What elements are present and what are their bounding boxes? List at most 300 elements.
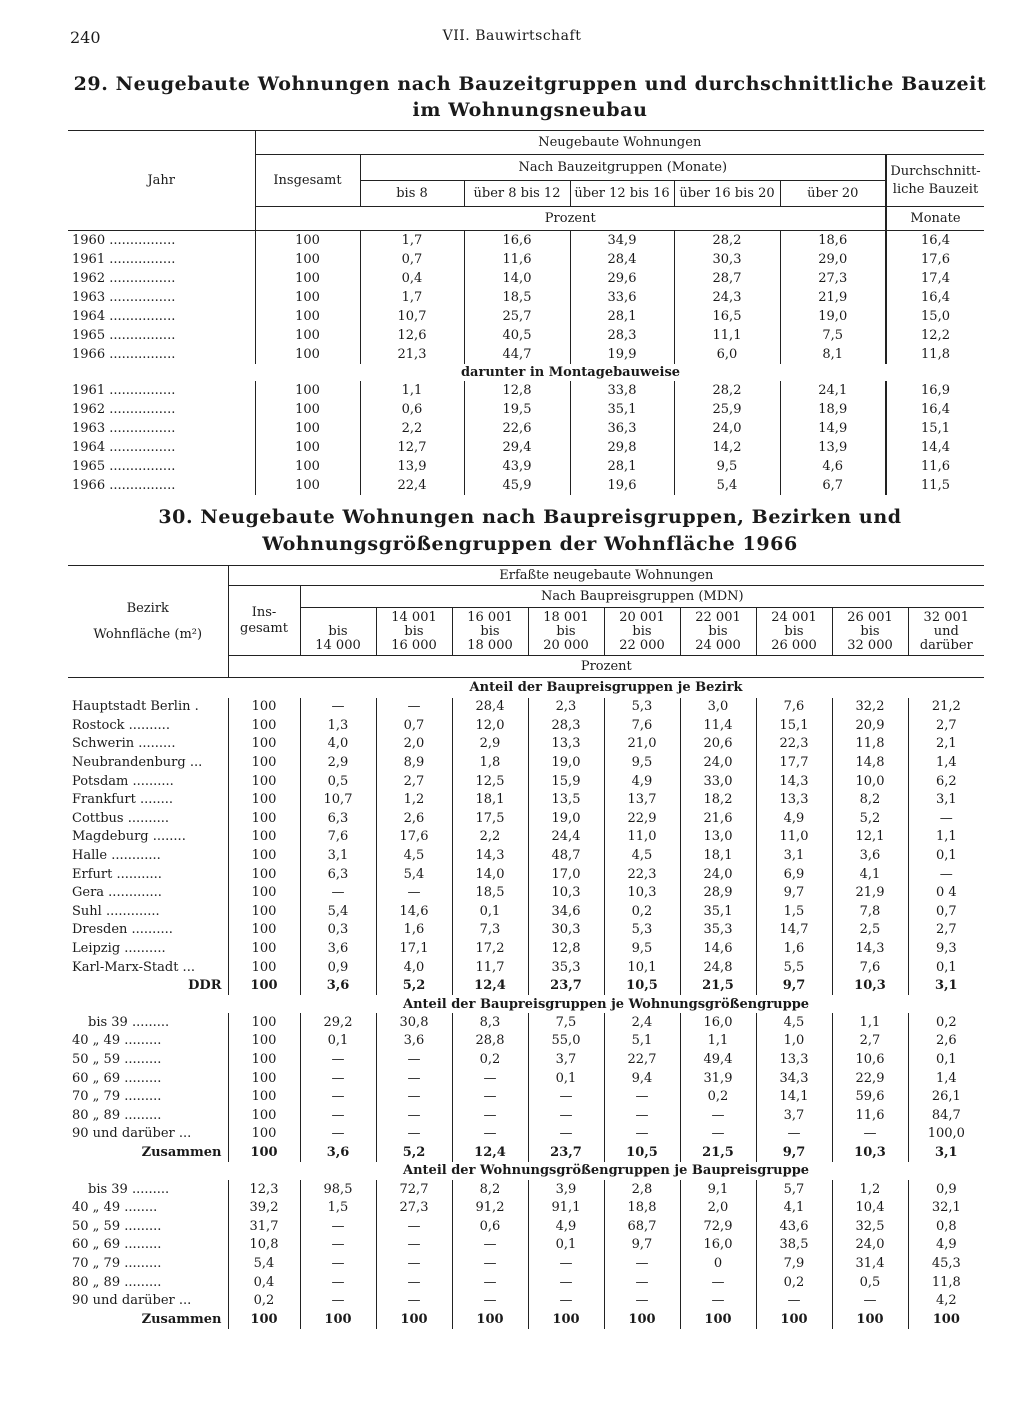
table-cell: 21,2	[931, 699, 961, 715]
table-cell: 36,3	[570, 419, 674, 438]
table-cell: 4,0	[300, 735, 376, 754]
table-cell: 34,6	[528, 902, 604, 921]
table-cell: 20,9	[832, 716, 908, 735]
table-cell: 2,0	[376, 735, 452, 754]
table-cell: 22,9	[604, 809, 680, 828]
table-cell: 12,3	[228, 1180, 300, 1199]
table-cell: 9,5	[604, 939, 680, 958]
table-cell: 34,3	[756, 1069, 832, 1088]
table-cell: 14,6	[680, 939, 756, 958]
table-cell: 19,0	[528, 753, 604, 772]
table-cell: 10,3	[832, 976, 908, 995]
table-cell: 21,9	[780, 288, 886, 307]
table-cell: 31,9	[680, 1069, 756, 1088]
table-cell: —	[300, 698, 376, 717]
table-row	[68, 231, 984, 250]
table-cell: 2,7	[376, 772, 452, 791]
t30-head-col	[604, 608, 680, 656]
table-cell: 100	[228, 716, 300, 735]
table-cell: 100	[255, 269, 360, 288]
table-cell: 100	[228, 1087, 300, 1106]
t30-head-col-line: 14 000	[315, 637, 361, 653]
table-cell: 29,0	[780, 250, 886, 269]
table-cell: 6,0	[674, 345, 780, 364]
t30-head-col-line: 32 000	[847, 637, 893, 653]
table-cell: 21,6	[680, 809, 756, 828]
table29-title-line2: im Wohnungsneubau	[412, 99, 648, 121]
table-cell: 0,3	[300, 921, 376, 940]
table-cell: 0,1	[300, 1032, 376, 1051]
table-cell: 12,2	[921, 327, 950, 343]
table-row	[68, 1125, 984, 1144]
table-cell: 28,4	[452, 698, 528, 717]
table-cell: 0	[680, 1254, 756, 1273]
table-cell: 1,5	[300, 1198, 376, 1217]
table-cell: 9,3	[935, 941, 957, 957]
table-row	[68, 288, 984, 307]
table-cell: 29,8	[570, 438, 674, 457]
table-cell: —	[452, 1106, 528, 1125]
table-row	[68, 476, 984, 495]
table-cell: 100	[228, 1069, 300, 1088]
table-cell: 100	[228, 1013, 300, 1032]
table-cell: 100	[228, 1106, 300, 1125]
t30-head-col-line: 32 001	[923, 609, 970, 625]
table-cell: 10,5	[604, 1143, 680, 1162]
table-cell: 100	[255, 288, 360, 307]
table-cell: 2,4	[604, 1013, 680, 1032]
row-label: 1964 ................	[68, 438, 255, 457]
table-cell: 10,3	[832, 1143, 908, 1162]
table-cell: —	[376, 1106, 452, 1125]
table-row	[68, 1050, 984, 1069]
table-row	[68, 457, 984, 476]
table-cell: 2,1	[935, 736, 957, 752]
table-cell: —	[300, 1236, 376, 1255]
table-cell: 0,5	[300, 772, 376, 791]
table-cell: 11,8	[832, 735, 908, 754]
row-label: 40 „ 49 ........	[68, 1198, 228, 1217]
table-cell: 1,6	[376, 921, 452, 940]
table-cell: —	[300, 1125, 376, 1144]
table-cell: 100	[604, 1310, 680, 1329]
table-cell: 100	[255, 231, 360, 250]
table-cell: 22,3	[604, 865, 680, 884]
table-cell: 7,5	[528, 1013, 604, 1032]
table-row	[68, 1106, 984, 1125]
t29-head-neugebaute: Neugebaute Wohnungen	[255, 131, 984, 155]
table-cell: 48,7	[528, 846, 604, 865]
table-cell: 5,2	[832, 809, 908, 828]
row-label: 1961 ................	[68, 381, 255, 400]
table-cell: 14,3	[756, 772, 832, 791]
table-cell: —	[528, 1106, 604, 1125]
table-cell: 32,1	[931, 1200, 961, 1216]
table-row	[68, 400, 984, 419]
row-label: Rostock ..........	[68, 716, 228, 735]
t30-head-nach-baupreis: Nach Baupreisgruppen (MDN)	[300, 586, 984, 608]
table-cell: 4,9	[935, 1237, 957, 1253]
table-cell: 0,1	[935, 959, 957, 975]
table-row	[68, 883, 984, 902]
table-cell: 15,1	[921, 420, 950, 436]
table-cell: 100	[228, 753, 300, 772]
table-cell: 3,6	[300, 939, 376, 958]
t29-head-col: über 8 bis 12	[464, 181, 570, 207]
t30-head-bezirk: Bezirk	[126, 600, 169, 616]
table-cell: 0,1	[452, 902, 528, 921]
row-label: 1962 ................	[68, 269, 255, 288]
t29-head-col: über 16 bis 20	[674, 181, 780, 207]
table-cell: 16,0	[680, 1013, 756, 1032]
table-cell: 100	[228, 1310, 300, 1329]
row-label: 50 „ 59 .........	[68, 1050, 228, 1069]
table-cell: 11,8	[931, 1274, 961, 1290]
table-cell: 30,3	[528, 921, 604, 940]
table-cell: 17,5	[452, 809, 528, 828]
t30-head-col-line: 24 001	[771, 609, 817, 625]
table-row	[68, 716, 984, 735]
table-cell: 10,1	[604, 958, 680, 977]
table-cell: 5,3	[604, 921, 680, 940]
table-cell: 35,1	[570, 400, 674, 419]
table-cell: 2,5	[832, 921, 908, 940]
table-cell: 22,7	[604, 1050, 680, 1069]
table-cell: 0,7	[935, 903, 957, 919]
table-cell: 11,5	[921, 477, 950, 493]
table-row	[68, 1217, 984, 1236]
table-cell: —	[452, 1291, 528, 1310]
table-cell: 0,7	[376, 716, 452, 735]
table-cell: 8,3	[452, 1013, 528, 1032]
table-cell: 28,3	[570, 326, 674, 345]
section-title: Anteil der Baupreisgruppen je Wohnungsgrößengruppe	[403, 996, 810, 1012]
table-cell: 100	[228, 1032, 300, 1051]
table-cell: 8,2	[832, 790, 908, 809]
table-cell: 2,6	[376, 809, 452, 828]
table-cell: —	[604, 1273, 680, 1292]
table-cell: 10,3	[528, 883, 604, 902]
t30-head-col	[832, 608, 908, 656]
table-cell: 6,7	[780, 476, 886, 495]
t29-section-montage: darunter in Montagebauweise	[460, 364, 681, 380]
table-cell: 2,2	[452, 828, 528, 847]
table-cell: 91,1	[528, 1198, 604, 1217]
table-cell: 2,0	[680, 1198, 756, 1217]
table-cell: 15,9	[528, 772, 604, 791]
table-cell: 100	[452, 1310, 528, 1329]
table-cell: 100	[255, 438, 360, 457]
table-cell: 26,1	[931, 1089, 961, 1105]
table-cell: 21,9	[832, 883, 908, 902]
table-cell: 9,7	[756, 1143, 832, 1162]
table-cell: 44,7	[464, 345, 570, 364]
t30-head-col	[756, 608, 832, 656]
table-row	[68, 1254, 984, 1273]
table-cell: 31,7	[228, 1217, 300, 1236]
table-cell: 31,4	[832, 1254, 908, 1273]
table-cell: 100	[228, 828, 300, 847]
table-cell: —	[680, 1291, 756, 1310]
t30-head-col	[680, 608, 756, 656]
table-cell: 21,5	[680, 1143, 756, 1162]
table-cell: 100	[228, 790, 300, 809]
table-cell: 100	[255, 419, 360, 438]
table-cell: 0,9	[300, 958, 376, 977]
table-cell: 7,9	[756, 1254, 832, 1273]
table-cell: 24,4	[528, 828, 604, 847]
table-cell: 25,7	[464, 307, 570, 326]
table-cell: 0,6	[360, 400, 464, 419]
t30-head-ins1: Ins-	[251, 604, 277, 620]
table-cell: —	[528, 1254, 604, 1273]
table-cell: 3,1	[934, 978, 958, 994]
t30-head-col-line: 18 001	[543, 609, 589, 625]
row-label: 50 „ 59 .........	[68, 1217, 228, 1236]
table-cell: 100	[756, 1310, 832, 1329]
table-cell: 35,3	[680, 921, 756, 940]
table-cell: 23,7	[528, 976, 604, 995]
table-cell: 100	[228, 735, 300, 754]
table-cell: 19,5	[464, 400, 570, 419]
table-cell: 13,0	[680, 828, 756, 847]
row-label: 1966 ................	[68, 476, 255, 495]
table-cell: 100	[228, 698, 300, 717]
table-cell: 9,7	[604, 1236, 680, 1255]
table-cell: 32,5	[832, 1217, 908, 1236]
t30-head-col-line: bis	[480, 623, 500, 639]
table-cell: 12,8	[528, 939, 604, 958]
t30-head-col-line: 22 000	[619, 637, 665, 653]
table-cell: —	[376, 1087, 452, 1106]
row-label: 1962 ................	[68, 400, 255, 419]
table-cell: 27,3	[780, 269, 886, 288]
table-cell: 100	[228, 958, 300, 977]
table-cell: —	[680, 1125, 756, 1144]
t29-head-prozent: Prozent	[255, 207, 886, 231]
row-label: 1961 ................	[68, 250, 255, 269]
table-row	[68, 1032, 984, 1051]
table-cell: 5,2	[376, 976, 452, 995]
t30-head-insgesamt	[228, 586, 300, 656]
table-cell: 18,6	[780, 231, 886, 250]
table-cell: 45,9	[464, 476, 570, 495]
table-cell: —	[452, 1069, 528, 1088]
table-cell: 5,4	[376, 865, 452, 884]
t30-head-col-line: 14 001	[391, 609, 437, 625]
t30-head-col-line: 22 001	[695, 609, 741, 625]
table-cell: 100	[255, 345, 360, 364]
t30-head-prozent: Prozent	[580, 658, 632, 674]
table-cell: 10,6	[832, 1050, 908, 1069]
table-cell: 100	[255, 326, 360, 345]
table-row	[68, 419, 984, 438]
table-cell: 11,0	[604, 828, 680, 847]
table-cell: 22,3	[756, 735, 832, 754]
table-cell: 24,0	[680, 865, 756, 884]
table-cell: 72,7	[376, 1180, 452, 1199]
table-cell: 28,2	[674, 231, 780, 250]
table-cell: 2,9	[300, 753, 376, 772]
row-label: 70 „ 79 .........	[68, 1254, 228, 1273]
table-cell: 43,9	[464, 457, 570, 476]
table-cell: 84,7	[931, 1107, 961, 1123]
t30-head-col-line: darüber	[919, 637, 973, 653]
table-cell: 4,5	[756, 1013, 832, 1032]
table-cell: 5,7	[756, 1180, 832, 1199]
row-label: 80 „ 89 .........	[68, 1273, 228, 1292]
table-cell: 2,2	[360, 419, 464, 438]
table-cell: 10,0	[832, 772, 908, 791]
table-cell: 18,1	[680, 846, 756, 865]
table-cell: 0,2	[756, 1273, 832, 1292]
table-cell: —	[832, 1291, 908, 1310]
table-cell: 29,4	[464, 438, 570, 457]
table-row	[68, 790, 984, 809]
table-cell: 1,8	[452, 753, 528, 772]
row-label: Frankfurt ........	[68, 790, 228, 809]
table-cell: 55,0	[528, 1032, 604, 1051]
table-cell: —	[939, 810, 953, 826]
table-row	[68, 1087, 984, 1106]
table-cell: 100	[228, 976, 300, 995]
table-cell: 68,7	[604, 1217, 680, 1236]
table-cell: 15,0	[921, 308, 950, 324]
section-title: Anteil der Wohnungsgrößengruppen je Baupreisgruppe	[403, 1163, 810, 1179]
table-cell: 14,0	[464, 269, 570, 288]
table-cell: 5,3	[604, 698, 680, 717]
table-cell: 14,2	[674, 438, 780, 457]
table-cell: 0,8	[935, 1218, 957, 1234]
table-cell: —	[376, 1069, 452, 1088]
table-cell: 16,4	[921, 401, 950, 417]
table-cell: 1,1	[680, 1032, 756, 1051]
table-cell: —	[452, 1273, 528, 1292]
table-cell: 5,4	[300, 902, 376, 921]
table-cell: 100	[228, 921, 300, 940]
table-row	[68, 1236, 984, 1255]
table-cell: 13,3	[528, 735, 604, 754]
table-cell: 0,1	[935, 1051, 957, 1067]
table-cell: 3,0	[680, 698, 756, 717]
table-cell: 14,7	[756, 921, 832, 940]
t30-head-col	[376, 608, 452, 656]
table-cell: 24,8	[680, 958, 756, 977]
table30-title-line1: 30. Neugebaute Wohnungen nach Baupreisgruppen, Bezirken und	[158, 506, 902, 528]
table-cell: 14,4	[921, 439, 950, 455]
table-cell: 9,1	[680, 1180, 756, 1199]
table-cell: 1,1	[360, 381, 464, 400]
t30-head-col-line: 26 000	[771, 637, 817, 653]
table-cell: —	[452, 1236, 528, 1255]
table-cell: 100	[228, 809, 300, 828]
table-cell: 1,4	[935, 1070, 957, 1086]
row-label: Neubrandenburg ...	[68, 753, 228, 772]
table-cell: —	[300, 1254, 376, 1273]
table-cell: —	[376, 698, 452, 717]
table-cell: —	[528, 1087, 604, 1106]
table-cell: 6,3	[300, 865, 376, 884]
table-cell: 11,7	[452, 958, 528, 977]
t29-head-monate: Monate	[910, 210, 961, 226]
table-cell: 3,6	[300, 976, 376, 995]
row-label: 1963 ................	[68, 288, 255, 307]
table-cell: 2,9	[452, 735, 528, 754]
table-cell: 7,6	[832, 958, 908, 977]
total-row	[68, 1310, 984, 1329]
table-cell: 21,3	[360, 345, 464, 364]
table-cell: 33,0	[680, 772, 756, 791]
table-cell: 14,6	[376, 902, 452, 921]
table-row	[68, 269, 984, 288]
total-row	[68, 1143, 984, 1162]
row-label: bis 39 .........	[68, 1013, 228, 1032]
table-cell: 32,2	[832, 698, 908, 717]
t30-head-col-line: bis	[328, 623, 348, 639]
table-cell: 8,9	[376, 753, 452, 772]
table-cell: 19,9	[570, 345, 674, 364]
table-cell: —	[300, 1291, 376, 1310]
table-cell: 13,3	[756, 1050, 832, 1069]
row-label: Karl-Marx-Stadt ...	[68, 958, 228, 977]
t30-head-col-line: und	[933, 623, 959, 639]
table-cell: 34,9	[570, 231, 674, 250]
table-cell: 11,0	[756, 828, 832, 847]
table-cell: 17,6	[921, 251, 950, 267]
table-cell: 100	[228, 865, 300, 884]
table-cell: 16,4	[921, 232, 950, 248]
row-label: 70 „ 79 .........	[68, 1087, 228, 1106]
table-cell: 11,1	[674, 326, 780, 345]
section-title: Anteil der Baupreisgruppen je Bezirk	[469, 680, 743, 696]
table-cell: —	[604, 1087, 680, 1106]
table-cell: 100	[255, 476, 360, 495]
table-cell: 11,6	[464, 250, 570, 269]
table-cell: 14,3	[832, 939, 908, 958]
table-cell: 18,2	[680, 790, 756, 809]
total-label: Zusammen	[68, 1310, 228, 1329]
total-label: DDR	[68, 976, 228, 995]
table-cell: —	[300, 1069, 376, 1088]
t30-head-col-line: bis	[556, 623, 576, 639]
t30-head-col	[908, 608, 984, 656]
table-cell: —	[300, 1050, 376, 1069]
table-row	[68, 1273, 984, 1292]
table-cell: 14,3	[452, 846, 528, 865]
row-label: Dresden ..........	[68, 921, 228, 940]
table-cell: 100	[228, 883, 300, 902]
table-cell: 38,5	[756, 1236, 832, 1255]
table-cell: 14,9	[780, 419, 886, 438]
table-cell: 3,1	[934, 1144, 958, 1160]
row-label: 90 und darüber ...	[68, 1125, 228, 1144]
row-label: 40 „ 49 .........	[68, 1032, 228, 1051]
table-cell: 98,5	[300, 1180, 376, 1199]
table-cell: 29,6	[570, 269, 674, 288]
table-cell: 12,4	[452, 1143, 528, 1162]
table-cell: 0,7	[360, 250, 464, 269]
table-cell: —	[376, 1254, 452, 1273]
table-cell: 13,5	[528, 790, 604, 809]
table-row	[68, 307, 984, 326]
table-cell: 100	[255, 457, 360, 476]
t30-head-col	[452, 608, 528, 656]
table-cell: 16,5	[674, 307, 780, 326]
t29-head-col: über 20	[780, 181, 886, 207]
table-cell: 1,0	[756, 1032, 832, 1051]
t30-head-col-line: 16 001	[467, 609, 513, 625]
table-cell: 100	[376, 1310, 452, 1329]
